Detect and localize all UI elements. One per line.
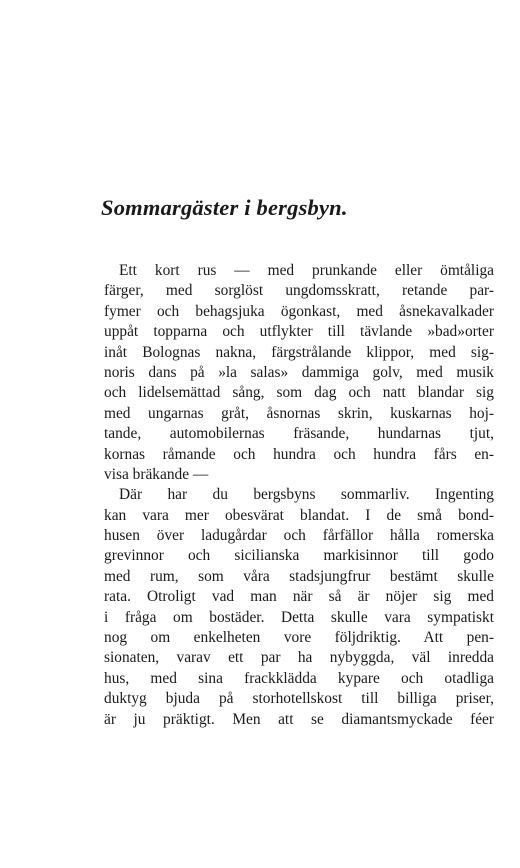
- text-line: visa bräkande —: [104, 465, 209, 483]
- text-line: med rum, som våra stadsjungfrur bestämt skulle: [104, 567, 494, 585]
- text-line: husen över ladugårdar och fårfällor hålla romerska: [104, 527, 494, 545]
- text-line: hus, med sina frackklädda kypare och otadliga: [104, 669, 494, 687]
- text-line: sionaten, varav ett par ha nybyggda, väl inredda: [104, 649, 494, 667]
- text-line: och lidelsemättad sång, som dag och natt blandar sig: [104, 384, 494, 402]
- text-line: kornas råmande och hundra och hundra fårs en-: [104, 445, 494, 463]
- text-line: fymer och behagsjuka ögonkast, med åsnekavalkader: [104, 302, 494, 320]
- text-line: Där har du bergsbyns sommarliv. Ingenting: [119, 486, 494, 504]
- text-line: noris dans på »la salas» dammiga golv, med musik: [104, 363, 494, 381]
- text-line: är ju präktigt. Men att se diamantsmyckade féer: [104, 710, 494, 728]
- text-line: uppåt topparna och utflykter till tävlande »bad»orter: [104, 323, 494, 341]
- text-line: färger, med sorglöst ungdomsskratt, retande par-: [104, 282, 494, 300]
- text-line: grevinnor och sicilianska markisinnor till godo: [104, 547, 494, 565]
- text-line: Ett kort rus — med prunkande eller ömtåliga: [119, 262, 494, 279]
- text-line: tande, automobilernas fräsande, hundarnas tjut,: [104, 425, 494, 443]
- text-line: nog om enkelheten vore följdriktig. Att pen-: [104, 629, 494, 647]
- chapter-title: Sommargäster i bergsbyn.: [101, 195, 348, 220]
- text-line: inåt Bolognas nakna, färgstrålande klippor, med sig-: [104, 343, 494, 361]
- body-text: [104, 261, 494, 730]
- text-line: rata. Otroligt vad man när så är nöjer sig med: [104, 588, 494, 606]
- text-line: duktyg bjuda på storhotellskost till billiga priser,: [104, 690, 494, 708]
- text-line: kan vara mer obesvärat blandat. I de små bond-: [104, 506, 494, 524]
- text-line: med ungarnas gråt, åsnornas skrin, kuskarnas hoj-: [104, 404, 494, 422]
- text-line: i fråga om bostäder. Detta skulle vara sympatiskt: [104, 608, 494, 626]
